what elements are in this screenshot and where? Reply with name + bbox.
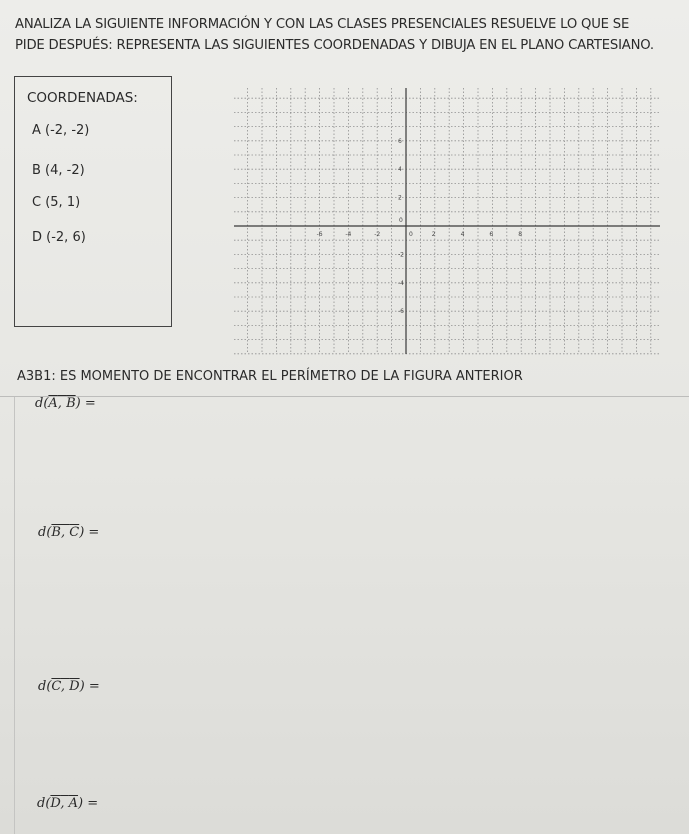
y-tick-label: -2 <box>398 251 404 259</box>
distance-cd[interactable]: d(C, D) = <box>38 679 100 694</box>
coordinates-box <box>14 76 172 327</box>
y-tick-label: -6 <box>398 308 404 316</box>
instructions <box>15 14 685 56</box>
instructions-line-2: PIDE DESPUÉS: REPRESENTA LAS SIGUIENTES COORDENADAS Y DIBUJA EN EL PLANO CARTESIANO. <box>15 38 654 53</box>
segment-bc: B, C <box>51 525 80 540</box>
segment-da: D, A <box>50 796 79 811</box>
y-tick-label: 4 <box>398 166 402 174</box>
x-tick-label: 6 <box>489 231 494 238</box>
x-tick-label: -4 <box>345 231 352 238</box>
x-tick-label: -6 <box>316 231 323 238</box>
distance-bc[interactable]: d(B, C) = <box>38 525 100 540</box>
y-tick-label: 0 <box>399 217 403 224</box>
x-tick-label: 2 <box>431 231 436 238</box>
distance-ab[interactable]: d(A, B) = <box>35 396 96 411</box>
y-tick-label: 2 <box>398 194 402 202</box>
point-b: B (4, -2) <box>32 163 85 178</box>
x-tick-label: -2 <box>374 231 381 238</box>
x-tick-label: 0 <box>409 231 413 238</box>
answer-panel <box>14 397 689 834</box>
coordinates-title: COORDENADAS: <box>27 90 138 106</box>
x-tick-label: 8 <box>518 231 523 238</box>
point-a: A (-2, -2) <box>32 123 90 138</box>
point-d: D (-2, 6) <box>32 230 86 245</box>
x-tick-label: 4 <box>460 231 465 238</box>
distance-da[interactable]: d(D, A) = <box>37 796 99 811</box>
segment-cd: C, D <box>51 679 80 694</box>
point-c: C (5, 1) <box>32 195 81 210</box>
y-tick-label: 6 <box>398 137 402 145</box>
cartesian-plane[interactable] <box>228 80 668 360</box>
cartesian-plane-svg <box>228 80 668 360</box>
activity-title: A3B1: ES MOMENTO DE ENCONTRAR EL PERÍMETRO DE LA FIGURA ANTERIOR <box>17 369 523 384</box>
y-tick-label: -4 <box>398 279 404 287</box>
segment-ab: A, B <box>48 396 76 411</box>
instructions-line-1: ANALIZA LA SIGUIENTE INFORMACIÓN Y CON LAS CLASES PRESENCIALES RESUELVE LO QUE SE <box>15 17 630 32</box>
